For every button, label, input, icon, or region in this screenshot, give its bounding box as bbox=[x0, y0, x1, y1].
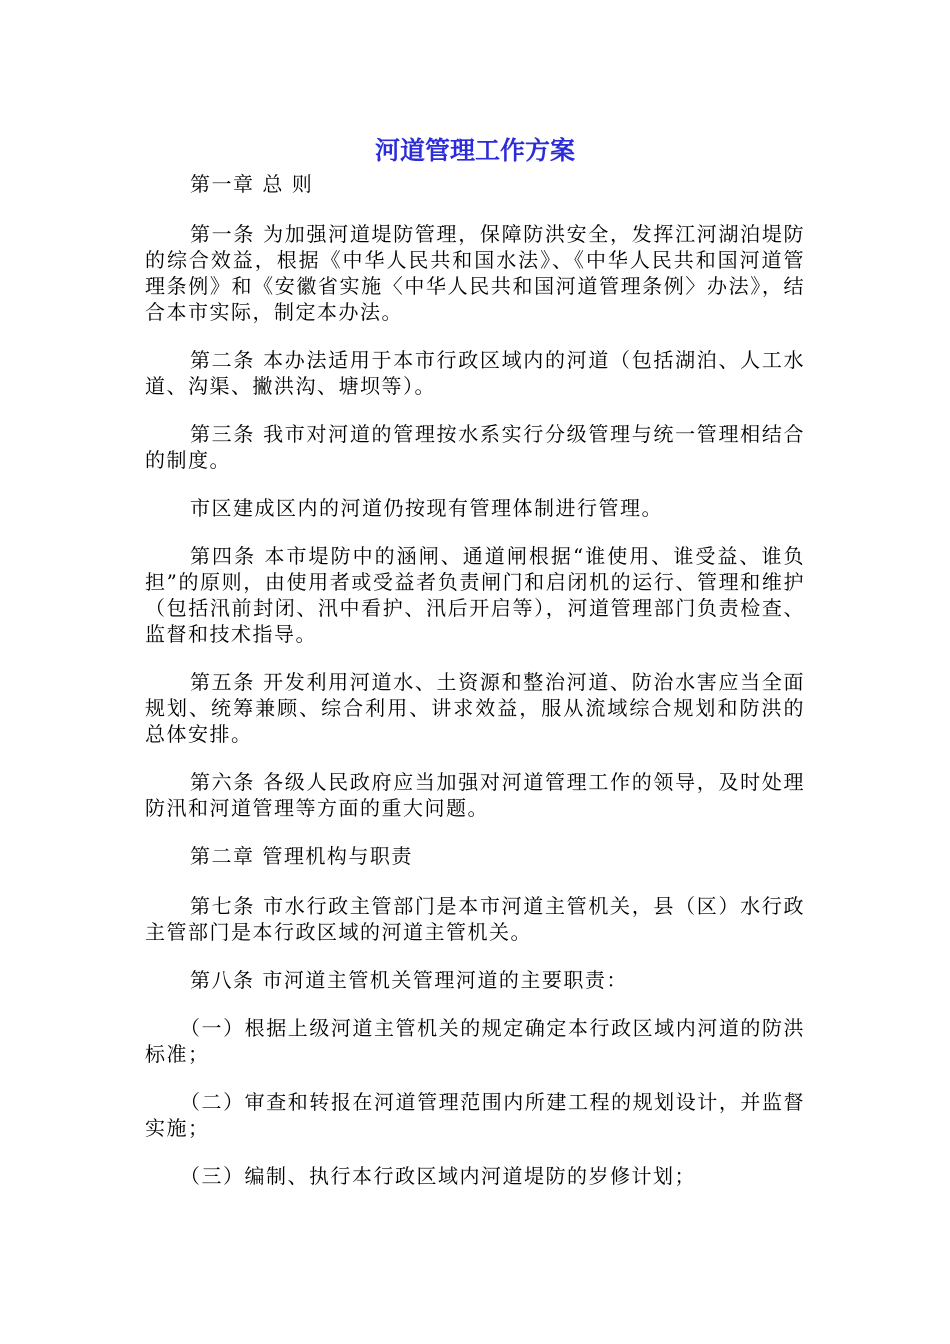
article-paragraph: 第八条 市河道主管机关管理河道的主要职责： bbox=[190, 968, 628, 992]
article-paragraph: 第六条 各级人民政府应当加强对河道管理工作的领导，及时处理防汛和河道管理等方面的重大问题。 bbox=[145, 770, 805, 820]
article-paragraph: 第三条 我市对河道的管理按水系实行分级管理与统一管理相结合的制度。 bbox=[145, 422, 805, 472]
article-paragraph: 市区建成区内的河道仍按现有管理体制进行管理。 bbox=[190, 496, 663, 520]
article-paragraph: 第一条 为加强河道堤防管理，保障防洪安全，发挥江河湖泊堤防的综合效益，根据《中华人民共和国水法》、《中华人民共和国河道管理条例》和《安徽省实施〈中华人民共和国河道管理条例〉办法》，结合本市实际，制定本办法。 bbox=[145, 222, 805, 324]
article-paragraph: 第四条 本市堤防中的涵闸、通道闸根据“谁使用、谁受益、谁负担”的原则，由使用者或受益者负责闸门和启闭机的运行、管理和维护（包括汛前封闭、汛中看护、汛后开启等），河道管理部门负责检查、监督和技术指导。 bbox=[145, 544, 805, 646]
article-paragraph: 第二条 本办法适用于本市行政区域内的河道（包括湖泊、人工水道、沟渠、撇洪沟、塘坝等）。 bbox=[145, 348, 805, 398]
document-body bbox=[145, 171, 805, 1211]
list-item: （一）根据上级河道主管机关的规定确定本行政区域内河道的防洪标准； bbox=[145, 1016, 805, 1066]
list-item: （三）编制、执行本行政区域内河道堤防的岁修计划； bbox=[180, 1164, 696, 1188]
article-paragraph: 第七条 市水行政主管部门是本市河道主管机关，县（区）水行政主管部门是本行政区域的河道主管机关。 bbox=[145, 894, 805, 944]
document-title: 河道管理工作方案 bbox=[374, 136, 575, 165]
chapter-heading: 第一章 总 则 bbox=[190, 172, 314, 196]
chapter-heading: 第二章 管理机构与职责 bbox=[190, 844, 413, 868]
article-paragraph: 第五条 开发利用河道水、土资源和整治河道、防治水害应当全面规划、统筹兼顾、综合利用、讲求效益，服从流域综合规划和防洪的总体安排。 bbox=[145, 670, 805, 746]
list-item: （二）审查和转报在河道管理范围内所建工程的规划设计，并监督实施； bbox=[145, 1090, 805, 1140]
